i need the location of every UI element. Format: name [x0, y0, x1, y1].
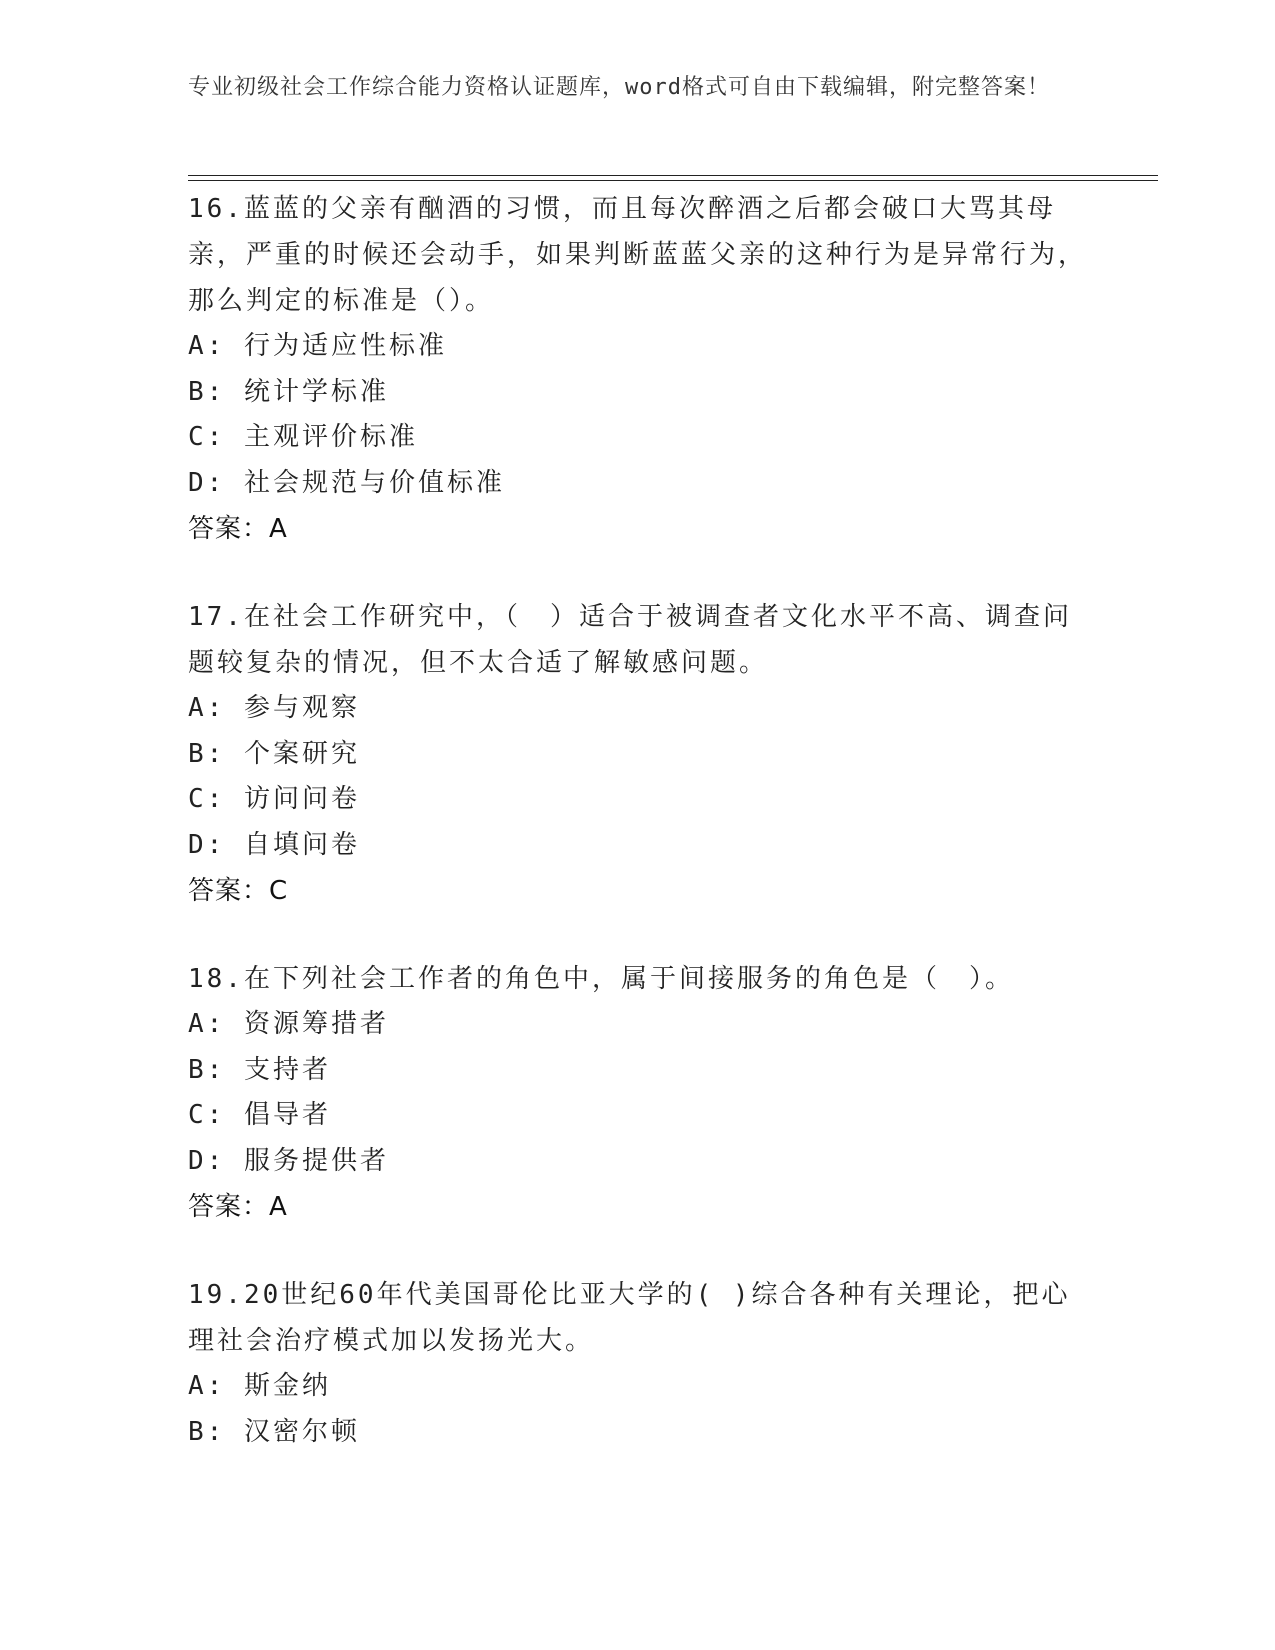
question-list [188, 186, 1088, 1497]
question-text: 19.20世纪60年代美国哥伦比亚大学的( )综合各种有关理论，把心理社会治疗模式加以发扬光大。 [188, 1280, 1071, 1356]
question-text: 17.在社会工作研究中，（ ）适合于被调查者文化水平不高、调查问题较复杂的情况，但不太合适了解敏感问题。 [188, 602, 1072, 678]
option-a: A: 资源筹措者 [188, 1009, 389, 1039]
answer: 答案：A [188, 514, 288, 544]
option-b: B: 汉密尔顿 [188, 1416, 360, 1447]
answer: 答案：C [188, 876, 289, 906]
option-b: B: 个案研究 [188, 738, 360, 769]
option-a: A: 参与观察 [188, 693, 360, 723]
option-b: B: 统计学标准 [188, 376, 389, 407]
option-c: C: 访问问卷 [188, 784, 360, 814]
option-b: B: 支持者 [188, 1054, 331, 1085]
header-rule-bottom [188, 180, 1158, 181]
answer: 答案：A [188, 1192, 288, 1222]
option-c: C: 主观评价标准 [188, 422, 418, 452]
question-17 [188, 594, 1088, 914]
option-d: D: 服务提供者 [188, 1145, 389, 1176]
option-d: D: 社会规范与价值标准 [188, 467, 505, 498]
option-a: A: 斯金纳 [188, 1371, 331, 1401]
question-text: 16.蓝蓝的父亲有酗酒的习惯，而且每次醉酒之后都会破口大骂其母亲，严重的时候还会动手，如果判断蓝蓝父亲的这种行为是异常行为，那么判定的标准是（）。 [188, 194, 1088, 316]
question-18 [188, 956, 1088, 1230]
question-16 [188, 186, 1088, 552]
option-a: A: 行为适应性标准 [188, 331, 447, 361]
header-rule-top [188, 175, 1158, 176]
document-header: 专业初级社会工作综合能力资格认证题库，word格式可自由下载编辑，附完整答案！ [188, 75, 1050, 100]
option-d: D: 自填问卷 [188, 829, 360, 860]
question-text: 18.在下列社会工作者的角色中，属于间接服务的角色是（ ）。 [188, 964, 1014, 994]
option-c: C: 倡导者 [188, 1100, 331, 1130]
question-19 [188, 1272, 1088, 1455]
